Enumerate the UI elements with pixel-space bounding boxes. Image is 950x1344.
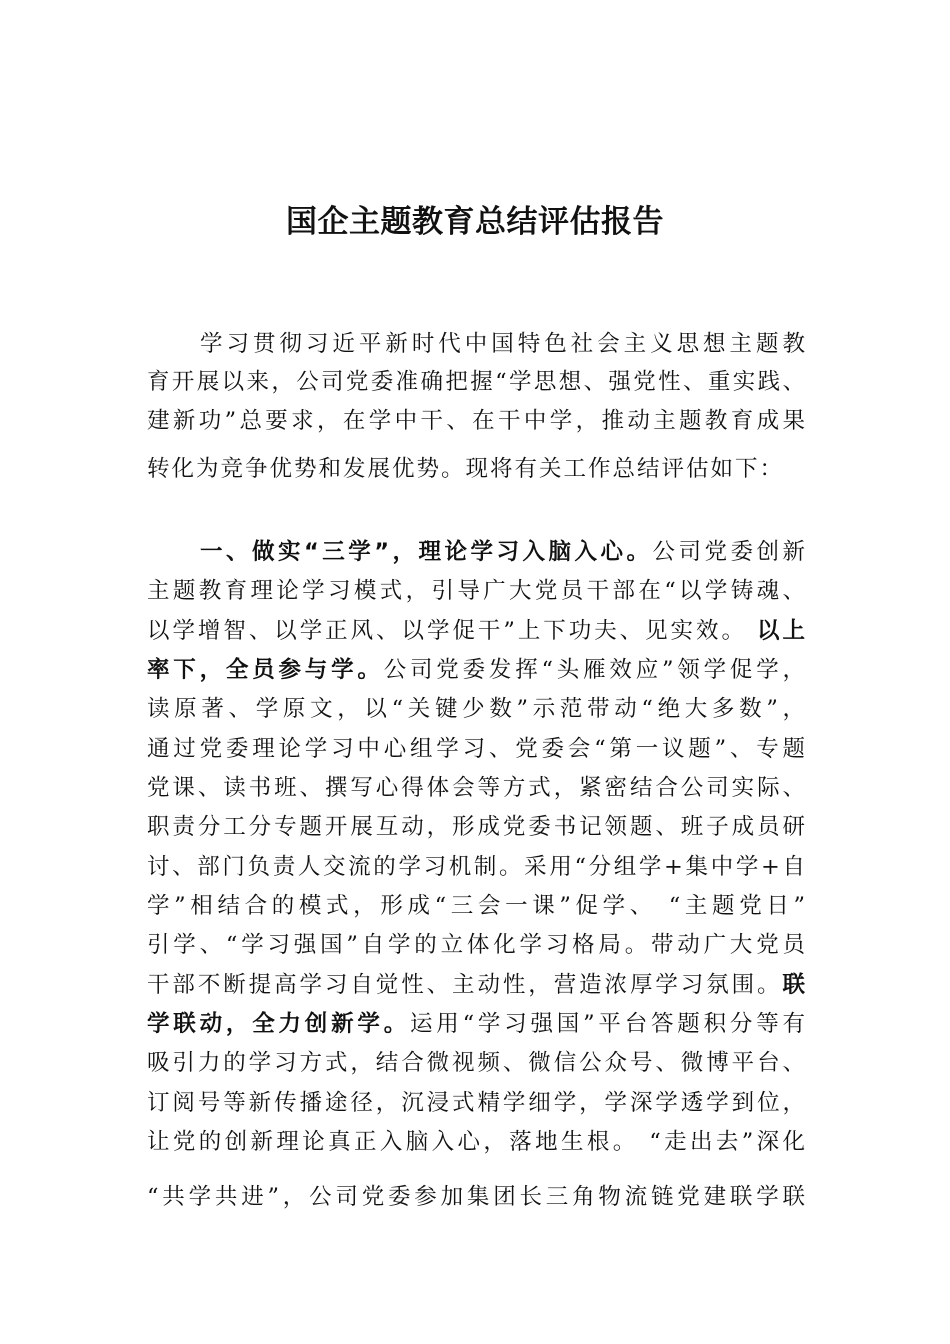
- subheading-lead-by-example-cont: 率下，全员参与学。: [147, 657, 384, 683]
- section-1-line-12: [147, 968, 807, 1002]
- section-1-text: 公司党委创新: [652, 539, 807, 565]
- section-1-text: 公司党委发挥“头雁效应”领学促学，: [383, 657, 807, 683]
- section-1-line-15: 订阅号等新传播途径，沉浸式精学细学，学深学透学到位，: [147, 1090, 807, 1116]
- section-1-text: 运用“学习强国”平台答题积分等有: [410, 1011, 807, 1037]
- section-1-line-7: 党课、读书班、撰写心得体会等方式，紧密结合公司实际、: [147, 775, 807, 801]
- section-1-text: 以学增智、以学正风、以学促干”上下功夫、见实效。: [147, 618, 758, 644]
- section-1-line-2: 主题教育理论学习模式，引导广大党员干部在“以学铸魂、: [147, 578, 807, 604]
- intro-line-3: 建新功”总要求，在学中干、在干中学，推动主题教育成果: [147, 408, 807, 434]
- section-1-line-5: 读原著、学原文，以“关键少数”示范带动“绝大多数”，: [147, 696, 807, 722]
- section-1-line-8: 职责分工分专题开展互动，形成党委书记领题、班子成员研: [147, 814, 807, 840]
- section-1-line-17: “共学共进”，公司党委参加集团长三角物流链党建联学联: [147, 1184, 807, 1210]
- intro-line-1: 学习贯彻习近平新时代中国特色社会主义思想主题教: [200, 331, 807, 357]
- section-1-line-10: 学”相结合的模式，形成“三会一课”促学、 “主题党日”: [147, 893, 807, 919]
- section-1-line-4: [147, 653, 807, 687]
- section-1-line-11: 引学、“学习强国”自学的立体化学习格局。带动广大党员: [147, 932, 807, 958]
- section-1-line-16: 让党的创新理论真正入脑入心，落地生根。 “走出去”深化: [147, 1129, 807, 1155]
- section-1-line-13: [147, 1007, 807, 1041]
- section-1-heading: 一、做实“三学”，理论学习入脑入心。: [200, 539, 653, 565]
- section-1-text: 干部不断提高学习自觉性、主动性，营造浓厚学习氛围。: [147, 972, 783, 998]
- section-1-line-9: 讨、部门负责人交流的学习机制。采用“分组学+集中学+自: [147, 854, 807, 880]
- section-1-line-1: [200, 535, 807, 569]
- subheading-joint-learning-cont: 学联动，全力创新学。: [147, 1011, 410, 1037]
- subheading-joint-learning: 联: [782, 972, 807, 998]
- section-1-line-14: 吸引力的学习方式，结合微视频、微信公众号、微博平台、: [147, 1050, 807, 1076]
- section-1-line-6: 通过党委理论学习中心组学习、党委会“第一议题”、专题: [147, 736, 807, 762]
- intro-line-4: 转化为竞争优势和发展优势。现将有关工作总结评估如下：: [147, 456, 785, 482]
- section-1-line-3: [147, 614, 807, 648]
- document-title: 国企主题教育总结评估报告: [286, 204, 664, 240]
- intro-line-2: 育开展以来，公司党委准确把握“学思想、强党性、重实践、: [147, 369, 807, 395]
- subheading-lead-by-example: 以上: [757, 618, 807, 644]
